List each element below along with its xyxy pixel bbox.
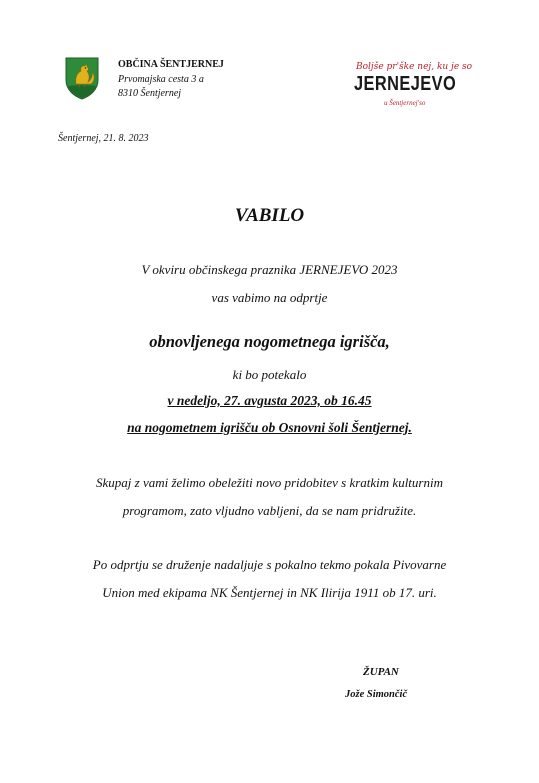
paragraph-2-line-1: Po odprtju se druženje nadaljuje s pokalno tekmo pokala Pivovarne: [92, 557, 447, 572]
organization-address: Prvomajska cesta 3 a: [118, 73, 204, 85]
logo-slogan-bottom: u Šentjernej'so: [384, 99, 426, 107]
coat-of-arms-icon: [64, 56, 100, 100]
logo-brand: JERNEJEVO: [354, 73, 457, 95]
intro-line-2: vas vabimo na odprtje: [211, 290, 328, 305]
intro-line-4: ki bo potekalo: [232, 367, 307, 382]
paragraph-1-line-2: programom, zato vljudno vabljeni, da se nam pridružite.: [122, 503, 417, 518]
organization-name: OBČINA ŠENTJERNEJ: [118, 59, 224, 70]
signature-title: ŽUPAN: [363, 666, 399, 678]
event-subject: obnovljenega nogometnega igrišča,: [149, 332, 390, 351]
document-date: Šentjernej, 21. 8. 2023: [58, 133, 149, 144]
signature-name: Jože Simončič: [345, 689, 408, 700]
event-location: na nogometnem igrišču ob Osnovni šoli Šentjernej.: [127, 420, 412, 435]
jernejevo-logo: [354, 62, 473, 114]
logo-slogan-top: Boljše pr'ške nej, ku je so: [356, 62, 473, 72]
paragraph-2-line-2: Union med ekipama NK Šentjernej in NK Ilirija 1911 ob 17. uri.: [102, 585, 437, 600]
event-datetime: v nedeljo, 27. avgusta 2023, ob 16.45: [167, 393, 372, 408]
organization-block: [118, 58, 224, 102]
document-title: VABILO: [234, 205, 305, 226]
intro-line-1: V okviru občinskega praznika JERNEJEVO 2023: [141, 262, 398, 277]
paragraph-1-line-1: Skupaj z vami želimo obeležiti novo pridobitev s kratkim kulturnim: [96, 475, 443, 490]
organization-postal: 8310 Šentjernej: [118, 88, 182, 99]
